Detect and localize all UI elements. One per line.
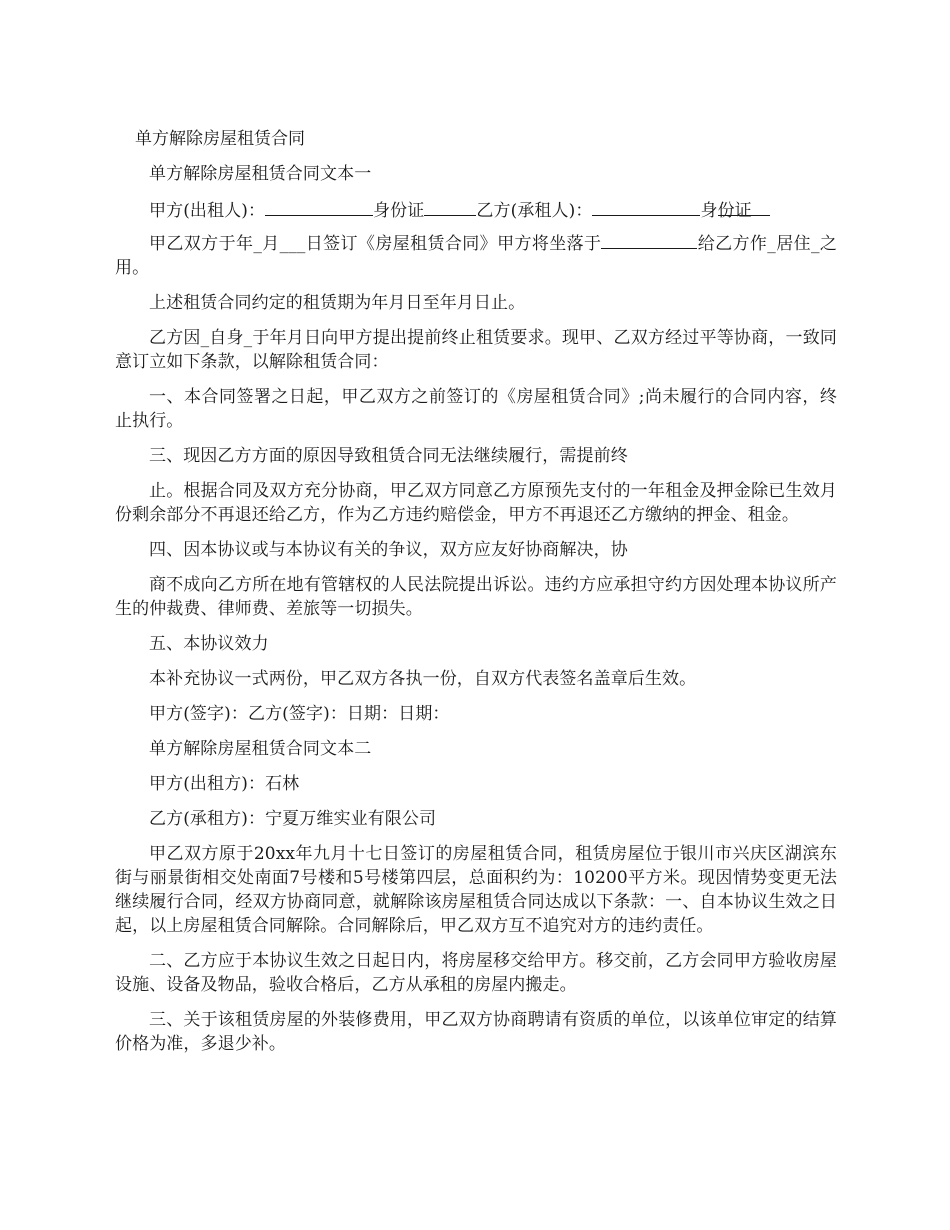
clause-four-body: 商不成向乙方所在地有管辖权的人民法院提出诉讼。违约方应承担守约方因处理本协议所产生的仲裁费、律师费、差旅等一切损失。 [115,575,837,619]
lessee-line: 乙方(承租方)：宁夏万维实业有限公司 [149,809,437,829]
lease-term-paragraph: 上述租赁合同约定的租赁期为年月日至年月日止。 [149,293,526,313]
clause-five-heading: 五、本协议效力 [149,634,269,654]
lessor-label: 甲方(出租人)： [149,201,266,221]
contract-date-text: 甲乙双方于年_月___日签订《房屋租赁合同》甲方将坐落于 [149,234,602,254]
section-heading-version-one: 单方解除房屋租赁合同文本一 [149,164,372,184]
property-location-blank [601,230,697,249]
clause-three-heading: 三、现因乙方方面的原因导致租赁合同无法继续履行，需提前终 [149,446,628,466]
clause-two-paragraph: 二、乙方应于本协议生效之日起日内，将房屋移交给甲方。移交前，乙方会同甲方验收房屋设施、设备及物品，验收合格后，乙方从承租的房屋内搬走。 [115,951,837,995]
document-title: 单方解除房屋租赁合同 [135,129,305,149]
clause-three-fees-paragraph: 三、关于该租赁房屋的外装修费用，甲乙双方协商聘请有资质的单位，以该单位审定的结算价格为准，多退少补。 [115,1010,837,1054]
signature-line: 甲方(签字)：乙方(签字)：日期：日期： [149,704,450,724]
contract-background-paragraph: 甲乙双方原于20xx年九月十七日签订的房屋租赁合同，租赁房屋位于银川市兴庆区湖滨东街与丽景街相交处南面7号楼和5号楼第四层，总面积约为：10200平方米。现因情势变更无法继续履行合同，经双方协商同意，就解除该房屋租赁合同达成以下条款：一、自本协议生效之日起，以上房屋租赁合同解除。合同解除后，甲乙双方互不追究对方的违约责任。 [115,844,837,936]
parties-line [115,197,837,223]
lessor-id-label: 身份证 [373,201,425,221]
termination-request-paragraph: 乙方因_自身_于年月日向甲方提出提前终止租赁要求。现甲、乙双方经过平等协商，一致同意订立如下条款，以解除租赁合同： [115,328,837,372]
contract-use-text: 给乙方作_居住_之用。 [115,234,837,278]
clause-four-heading: 四、因本协议或与本协议有关的争议，双方应友好协商解决，协 [149,540,628,560]
section-heading-version-two: 单方解除房屋租赁合同文本二 [149,739,372,759]
contract-date-paragraph [115,230,837,280]
clause-three-body: 止。根据合同及双方充分协商，甲乙双方同意乙方原预先支付的一年租金及押金除已生效月份剩余部分不再退还给乙方，作为乙方违约赔偿金，甲方不再退还乙方缴纳的押金、租金。 [115,481,837,525]
document-content [115,126,837,1067]
clause-one-paragraph: 一、本合同签署之日起，甲乙双方之前签订的《房屋租赁合同》;尚未履行的合同内容，终止执行。 [115,387,837,431]
lessee-id-blank [718,197,770,216]
lessor-line: 甲方(出租方)：石林 [149,774,300,794]
lessee-label: 乙方(承租人)： [476,201,593,221]
lessee-name-blank [592,197,700,216]
lessee-id-label: 身份证 [700,201,752,221]
lessor-id-blank [424,197,476,216]
agreement-effect-paragraph: 本补充协议一式两份，甲乙双方各执一份，自双方代表签名盖章后生效。 [149,669,697,689]
lessor-name-blank [265,197,373,216]
